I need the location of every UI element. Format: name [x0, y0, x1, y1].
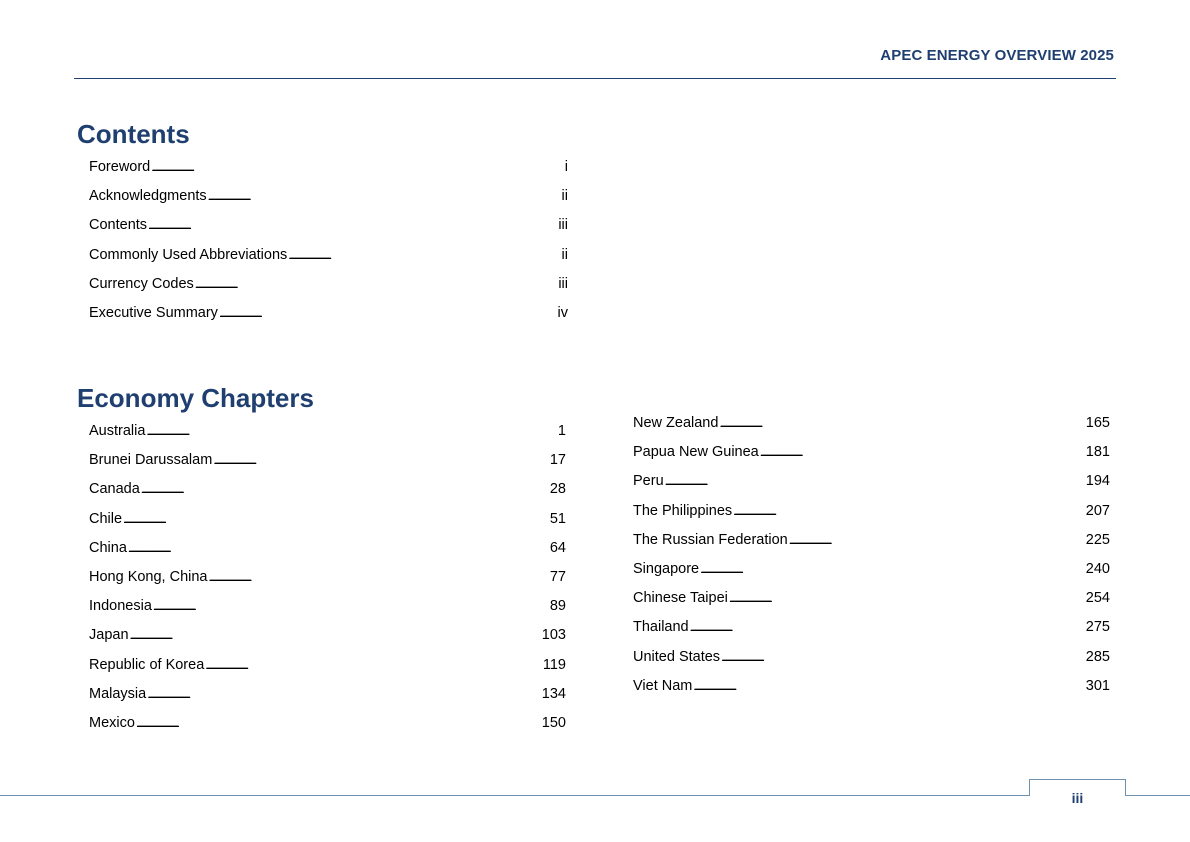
toc-entry-label: Canada [89, 481, 140, 498]
toc-entry[interactable] [89, 540, 566, 569]
dot-leader [195, 276, 558, 292]
toc-entry[interactable] [633, 415, 1110, 444]
footer-rule-right [1125, 795, 1190, 796]
toc-entry-page: 275 [1085, 619, 1110, 636]
toc-entry-label: China [89, 539, 127, 556]
toc-entry-label: Peru [633, 473, 664, 490]
toc-entry[interactable] [633, 649, 1110, 678]
toc-entry[interactable] [633, 561, 1110, 590]
toc-entry-page: 28 [549, 481, 566, 498]
toc-entry-page: 77 [549, 568, 566, 585]
toc-entry-page: ii [561, 188, 568, 205]
dot-leader [219, 305, 557, 321]
toc-entry[interactable] [89, 686, 566, 715]
toc-entry-page: 194 [1085, 473, 1110, 490]
toc-entry-page: 89 [549, 598, 566, 615]
dot-leader [288, 247, 560, 263]
toc-entry-label: Executive Summary [89, 304, 218, 321]
toc-entry-label: United States [633, 648, 721, 665]
dot-leader [128, 540, 549, 556]
toc-entry-page: iii [558, 275, 568, 292]
header-rule [74, 78, 1116, 79]
dot-leader [148, 217, 557, 233]
toc-entry[interactable] [89, 569, 566, 598]
toc-entry-page: 181 [1085, 444, 1110, 461]
dot-leader [213, 452, 549, 468]
dot-leader [205, 657, 542, 673]
page-number: iii [1071, 790, 1084, 806]
toc-entry-page: 301 [1085, 677, 1110, 694]
toc-entry[interactable] [89, 627, 566, 656]
toc-entry-page: 119 [542, 656, 566, 673]
toc-entry-page: 225 [1085, 531, 1110, 548]
dot-leader [729, 590, 1085, 606]
toc-entry-label: Malaysia [89, 685, 147, 702]
toc-entry[interactable] [89, 511, 566, 540]
toc-entry-page: 165 [1085, 415, 1110, 431]
toc-entry-page: 103 [541, 627, 566, 644]
toc-entry-label: Currency Codes [89, 275, 194, 292]
toc-entry-page: 285 [1085, 648, 1110, 665]
dot-leader [700, 561, 1085, 577]
dot-leader [789, 532, 1085, 548]
dot-leader [733, 503, 1085, 519]
toc-entry-page: iv [557, 304, 568, 321]
dot-leader [123, 511, 549, 527]
toc-entry-label: Acknowledgments [89, 188, 207, 205]
toc-entry-page: ii [561, 246, 568, 263]
toc-entry-page: 51 [549, 510, 566, 527]
dot-leader [719, 415, 1084, 431]
economy-chapters-heading: Economy Chapters [77, 383, 314, 413]
toc-entry-page: 254 [1085, 590, 1110, 607]
dot-leader [721, 649, 1085, 665]
contents-list [89, 159, 568, 334]
toc-entry-page: iii [558, 217, 568, 234]
contents-heading: Contents [77, 119, 190, 149]
toc-entry-label: Thailand [633, 619, 689, 636]
toc-entry[interactable] [89, 305, 568, 334]
toc-entry-label: Viet Nam [633, 677, 693, 694]
dot-leader [208, 188, 561, 204]
toc-entry[interactable] [89, 598, 566, 627]
toc-entry[interactable] [89, 715, 566, 744]
toc-entry-label: Contents [89, 217, 148, 234]
toc-entry-page: 240 [1085, 560, 1110, 577]
toc-entry[interactable] [89, 159, 568, 188]
dot-leader [760, 444, 1085, 460]
dot-leader [153, 598, 549, 614]
running-header: APEC ENERGY OVERVIEW 2025 [880, 47, 1114, 64]
toc-entry-label: Japan [89, 627, 129, 644]
toc-entry[interactable] [89, 481, 566, 510]
dot-leader [141, 481, 549, 497]
toc-entry-page: 64 [549, 539, 566, 556]
toc-entry-label: Foreword [89, 159, 151, 175]
toc-entry-label: The Philippines [633, 502, 733, 519]
toc-entry-page: 150 [541, 714, 566, 731]
toc-entry[interactable] [89, 217, 568, 246]
toc-entry[interactable] [89, 657, 566, 686]
dot-leader [147, 686, 541, 702]
toc-entry-label: Commonly Used Abbreviations [89, 246, 288, 263]
footer-rule-left [0, 795, 1030, 796]
toc-entry[interactable] [89, 452, 566, 481]
toc-entry[interactable] [633, 590, 1110, 619]
toc-entry[interactable] [89, 276, 568, 305]
toc-entry[interactable] [633, 532, 1110, 561]
toc-entry-page: 134 [541, 685, 566, 702]
dot-leader [209, 569, 549, 585]
toc-entry[interactable] [89, 247, 568, 276]
toc-entry[interactable] [633, 503, 1110, 532]
toc-entry[interactable] [633, 678, 1110, 707]
toc-entry[interactable] [633, 473, 1110, 502]
toc-entry-label: Brunei Darussalam [89, 452, 213, 469]
toc-entry[interactable] [633, 444, 1110, 473]
dot-leader [146, 423, 557, 439]
dot-leader [130, 627, 541, 643]
toc-entry-label: Chinese Taipei [633, 590, 728, 607]
toc-entry-label: Australia [89, 423, 146, 439]
toc-entry-label: Papua New Guinea [633, 444, 759, 461]
toc-entry-page: 17 [549, 452, 566, 469]
economy-list-left [89, 423, 566, 744]
toc-entry-page: 207 [1085, 502, 1110, 519]
dot-leader [136, 715, 541, 731]
toc-entry-label: Singapore [633, 560, 700, 577]
toc-entry[interactable] [89, 423, 566, 452]
dot-leader [693, 678, 1084, 694]
dot-leader [690, 619, 1085, 635]
toc-entry-label: Indonesia [89, 598, 152, 615]
toc-entry-label: Republic of Korea [89, 656, 205, 673]
toc-entry-page: 1 [557, 423, 566, 439]
toc-entry-page: i [564, 159, 568, 175]
toc-entry-label: Mexico [89, 714, 135, 731]
toc-entry-label: Chile [89, 510, 123, 527]
toc-entry-label: Hong Kong, China [89, 568, 208, 585]
toc-entry[interactable] [633, 619, 1110, 648]
toc-entry[interactable] [89, 188, 568, 217]
economy-list-right [633, 415, 1110, 707]
toc-entry-label: The Russian Federation [633, 531, 788, 548]
dot-leader [665, 473, 1085, 489]
dot-leader [151, 159, 564, 175]
toc-entry-label: New Zealand [633, 415, 719, 431]
